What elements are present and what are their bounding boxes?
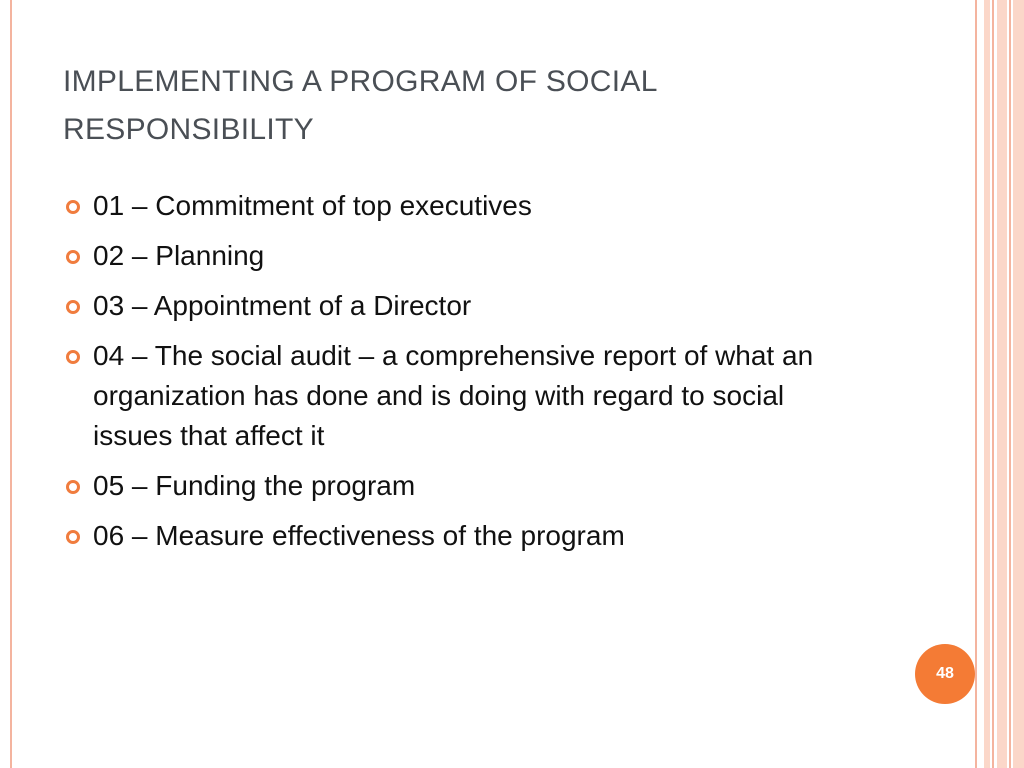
right-stripe (992, 0, 994, 768)
left-border-line (10, 0, 12, 768)
right-stripe (1013, 0, 1024, 768)
bullet-item (64, 236, 864, 276)
bullet-ring-icon (66, 350, 80, 364)
slide-title (63, 58, 923, 154)
bullet-ring-icon (66, 530, 80, 544)
bullet-text: 03 – Appointment of a Director (93, 290, 472, 321)
slide-title-line-2: RESPONSIBILITY (63, 113, 314, 146)
bullet-list (64, 186, 864, 566)
bullet-text: 05 – Funding the program (93, 470, 416, 501)
bullet-ring-icon (66, 300, 80, 314)
bullet-text: 02 – Planning (93, 240, 265, 271)
bullet-text: 06 – Measure effectiveness of the program (93, 520, 625, 551)
slide-title-line-1: IMPLEMENTING A PROGRAM OF SOCIAL (63, 65, 658, 98)
bullet-item (64, 516, 864, 556)
bullet-item (64, 186, 864, 226)
bullet-ring-icon (66, 480, 80, 494)
page-number-badge: 48 (915, 644, 975, 704)
bullet-item (64, 466, 864, 506)
bullet-ring-icon (66, 200, 80, 214)
right-stripe (997, 0, 1007, 768)
bullet-text: 04 – The social audit – a comprehensive report of what an organization has done and is doing with regard to social issues that affect it (93, 340, 814, 451)
right-stripe (1009, 0, 1011, 768)
bullet-item (64, 286, 864, 326)
right-stripe (975, 0, 977, 768)
right-stripe (984, 0, 990, 768)
bullet-ring-icon (66, 250, 80, 264)
bullet-item (64, 336, 864, 456)
bullet-text: 01 – Commitment of top executives (93, 190, 532, 221)
